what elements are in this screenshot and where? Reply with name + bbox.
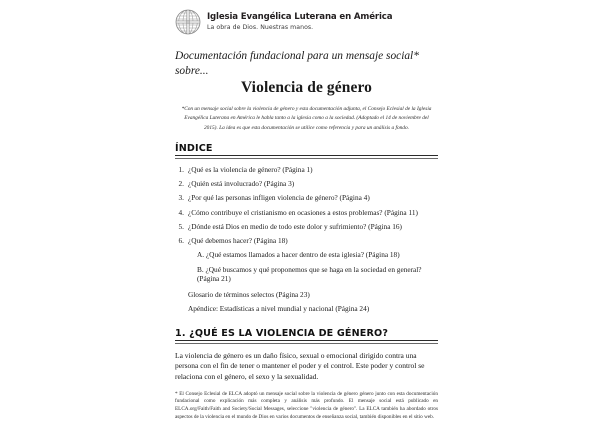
list-item[interactable] (175, 165, 438, 175)
masthead (175, 0, 438, 38)
index-section (175, 143, 438, 314)
page-title: Violencia de género (240, 79, 373, 97)
elca-globe-cross-icon (175, 9, 201, 35)
index-subitem-label: A. (197, 250, 205, 260)
index-item-number: 1. (178, 164, 184, 174)
list-item[interactable] (175, 222, 438, 232)
section-one (175, 328, 438, 423)
index-item-number: 3. (178, 193, 184, 203)
brand-tagline: La obra de Dios. Nuestras manos. (207, 23, 314, 31)
index-item-label: ¿Qué debemos hacer? (Página 18) (188, 236, 288, 246)
section-heading-rule (175, 340, 438, 343)
list-item[interactable]: Apéndice: Estadísticas a nivel mundial y nacional (Página 24) (188, 304, 370, 314)
index-subitem-text: ¿Qué estamos llamados a hacer dentro de esta iglesia? (Página 18) (205, 250, 400, 260)
index-subitem-text: ¿Qué buscamos y qué proponemos que se haga en la sociedad en general? (Página 21) (197, 264, 422, 284)
section-paragraph: La violencia de género es un daño físico, sexual o emocional dirigido contra una persona con el fin de tener o mantener el poder y el control. Este poder y control se relaciona con el género, el sexo y la sexualidad. (175, 350, 425, 381)
index-heading-rule (175, 155, 438, 158)
brand-name: Iglesia Evangélica Luterana en América (207, 11, 393, 22)
list-item[interactable]: Glosario de términos selectos (Página 23) (188, 290, 310, 300)
index-item-number: 4. (178, 207, 184, 217)
document-abstract: *Con un mensaje social sobre la violencia de género y esta documentación adjunta, el Consejo Eclesial de la Iglesia Evangélica Luterana en América le habla tanto a la iglesia como a la sociedad. (Adoptado el 14 de noviembre del 2015). La idea es que esta documentación se utilice como referencia y para un análisis a fondo. (181, 106, 432, 131)
list-item[interactable] (175, 179, 438, 189)
footnote-text: * El Consejo Eclesial de ELCA adoptó un mensaje social sobre la violencia de género género junto con esta documentación fundacional como explicación más completa y análisis más profundo. El mensaje social está publicado en ELCA.org/Faith/Faith and Society/Social Messages, seleccione "violencia de género". La ELCA también ha abordado otros aspectos de la violencia en el mundo de Dios en varios documentos de enseñanza social, también disponibles en el sitio web. (175, 390, 438, 421)
brand-block (207, 13, 392, 31)
list-item[interactable] (175, 208, 438, 218)
page-content-column (175, 0, 438, 428)
index-item-label: ¿Por qué las personas infligen violencia de género? (Página 4) (188, 193, 370, 203)
index-item-label: ¿Qué es la violencia de género? (Página 1) (188, 164, 313, 174)
list-item[interactable] (197, 265, 438, 284)
index-item-number: 5. (178, 221, 184, 231)
list-item[interactable] (175, 236, 438, 246)
index-item-label: ¿Quién está involucrado? (Página 3) (188, 178, 295, 188)
index-item-number: 2. (178, 178, 184, 188)
index-item-label: ¿Dónde está Dios en medio de todo este dolor y sufrimiento? (Página 16) (188, 221, 402, 231)
document-kicker: Documentación fundacional para un mensaje social* sobre... (175, 50, 419, 77)
index-heading: ÍNDICE (175, 142, 213, 154)
list-item[interactable] (197, 250, 438, 260)
index-subitem-label: B. (197, 264, 204, 274)
list-item[interactable] (175, 193, 438, 203)
section-heading: 1. ¿QUÉ ES LA VIOLENCIA DE GÉNERO? (175, 327, 389, 339)
index-item-label: ¿Cómo contribuye el cristianismo en ocasiones a estos problemas? (Página 11) (188, 207, 418, 217)
index-list (175, 165, 438, 246)
index-item-number: 6. (178, 236, 184, 246)
